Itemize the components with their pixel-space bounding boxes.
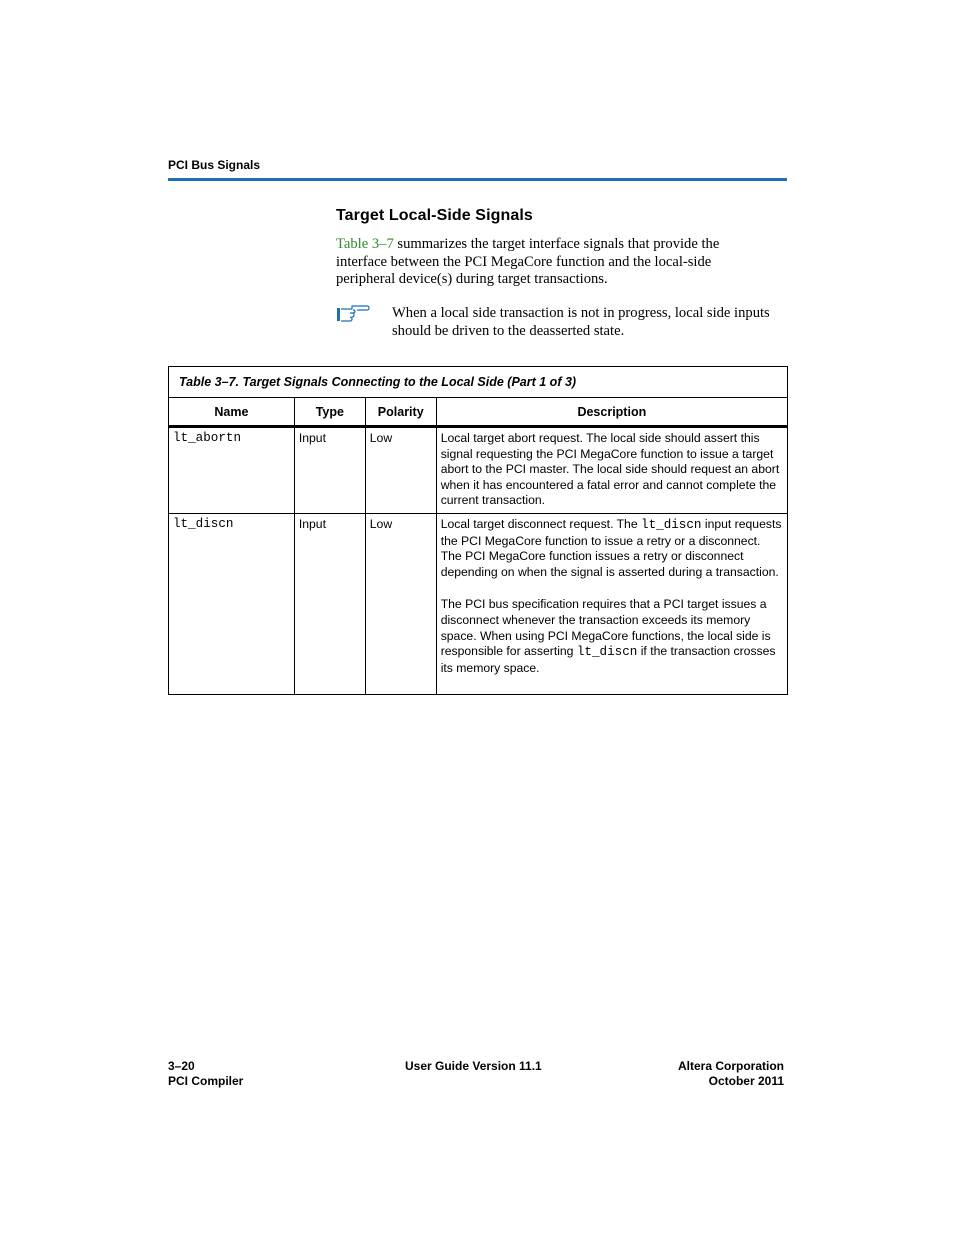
guide-version: User Guide Version 11.1	[405, 1059, 542, 1073]
table-row	[169, 513, 788, 694]
signal-name: lt_abortn	[169, 427, 295, 514]
signal-type: Input	[294, 427, 365, 514]
signal-polarity: Low	[365, 513, 436, 694]
column-header-polarity: Polarity	[365, 398, 436, 427]
signal-description	[436, 513, 787, 694]
column-header-description: Description	[436, 398, 787, 427]
description-text: if the transaction crosses its memory space.	[440, 644, 776, 675]
note-text: When a local side transaction is not in progress, local side inputs should be driven to the deasserted state.	[392, 305, 770, 339]
signal-type: Input	[294, 513, 365, 694]
target-signals-table	[168, 366, 788, 695]
table-row	[169, 427, 788, 514]
description-paragraph: Local target abort request. The local side should assert this signal requesting the PCI MegaCore function to issue a target abort to the PCI master. The local side should request an abort when it has encountered a fatal error and cannot complete the current transaction.	[440, 431, 780, 508]
table-cross-reference-link[interactable]: Table 3–7	[336, 236, 394, 252]
signal-description	[436, 427, 787, 514]
footer-center	[405, 1059, 542, 1074]
company-name: Altera Corporation	[677, 1059, 784, 1073]
intro-paragraph	[336, 236, 766, 289]
table-caption: Table 3–7. Target Signals Connecting to the Local Side (Part 1 of 3)	[169, 367, 788, 398]
footer-left	[168, 1059, 243, 1089]
description-paragraph	[441, 597, 783, 676]
description-text: Local target disconnect request. The	[440, 516, 642, 531]
column-header-type: Type	[294, 398, 365, 427]
publication-date: October 2011	[708, 1074, 784, 1088]
inline-code: lt_discn	[641, 517, 702, 532]
signal-polarity: Low	[365, 427, 436, 514]
description-text: The PCI bus specification requires that a PCI target issues a disconnect whenever the transaction exceeds its memory space. When using PCI MegaCore functions, the local side is responsible for asserting	[440, 597, 771, 659]
section-title: Target Local-Side Signals	[336, 207, 533, 224]
signal-name: lt_discn	[169, 513, 295, 694]
header-rule	[168, 178, 787, 181]
column-header-name: Name	[169, 398, 295, 427]
product-name: PCI Compiler	[168, 1074, 244, 1088]
pointing-hand-icon	[336, 303, 370, 323]
page-number: 3–20	[168, 1059, 195, 1073]
inline-code: lt_discn	[576, 645, 638, 660]
description-paragraph	[441, 517, 783, 580]
intro-paragraph-text: summarizes the target interface signals that provide the interface between the PCI MegaCore function and the local-side peripheral device(s) during target transactions.	[336, 236, 720, 287]
running-header: PCI Bus Signals	[168, 158, 261, 172]
description-text: input requests the PCI MegaCore function to issue a retry or a disconnect. The PCI MegaCore function issues a retry or disconnect depending on when the signal is asserted during a transaction.	[440, 516, 782, 579]
footer-right	[678, 1059, 784, 1089]
